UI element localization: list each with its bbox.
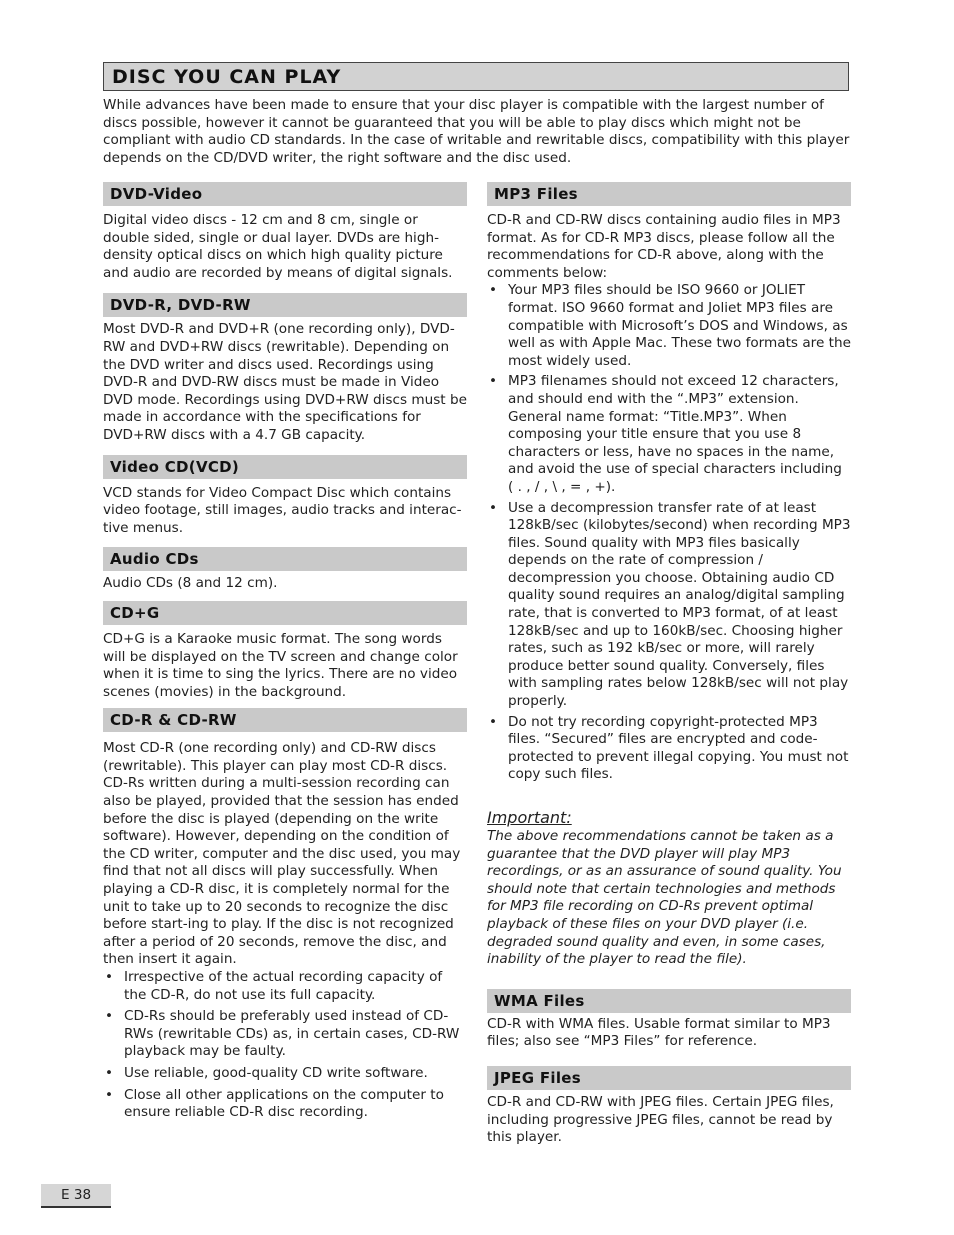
vcd-text: VCD stands for Video Compact Disc which contains video footage, still images, audio tracks and interac-tive menus. — [103, 484, 462, 536]
list-item: • Use a decompression transfer rate of at least 128kB/sec (kilobytes/second) when recording MP3 files. Sound quality with MP3 files basically depends on the rate of compression / decompression you choose. Obtaining audio CD quality sound requires an analog/digital sampling rate, that is converted to MP3 format, of at least 128kB/sec and up to 160kB/sec. Choosing higher rates, such as 192 kB/sec or more, will rarely produce better sound quality. Conversely, files with sampling rates below 128kB/sec will not play properly. — [487, 500, 851, 711]
list-item: • MP3 filenames should not exceed 12 characters, and should end with the “.MP3” extension. General name format: “Title.MP3”. When composing your title ensure that you use 8 characters or less, have no spaces in the name, and avoid the use of special characters including ( . , / , \ , = , +). — [487, 373, 851, 496]
dvd-video-heading: DVD-Video — [103, 182, 467, 206]
cdg-heading: CD+G — [103, 601, 467, 625]
important-heading: Important: — [487, 808, 572, 827]
cdg-text: CD+G is a Karaoke music format. The song words will be displayed on the TV screen and change color when it is time to sing the lyrics. There are no video scenes (movies) in the background. — [103, 630, 458, 700]
list-item: • Use reliable, good-quality CD write software. — [103, 1065, 467, 1083]
page-title: DISC YOU CAN PLAY — [103, 62, 849, 91]
list-item: • Your MP3 files should be ISO 9660 or JOLIET format. ISO 9660 format and Joliet MP3 files are compatible with Microsoft’s DOS and Windows, as well as with Apple Mac. These two formats are the most widely used. — [487, 282, 851, 370]
jpeg-text: CD-R and CD-RW with JPEG files. Certain JPEG files, including progressive JPEG files, cannot be read by this player. — [487, 1093, 834, 1146]
list-item: • CD-Rs should be preferably used instead of CD-RWs (rewritable CDs) as, in certain cases, CD-RW playback may be faulty. — [103, 1008, 467, 1061]
wma-text: CD-R with WMA files. Usable format similar to MP3 files; also see “MP3 Files” for reference. — [487, 1015, 831, 1050]
right-column — [487, 182, 851, 1147]
dvd-r-heading: DVD-R, DVD-RW — [103, 293, 467, 317]
list-item: • Do not try recording copyright-protected MP3 files. “Secured” files are encrypted and code-protected to prevent illegal copying. You must not copy such files. — [487, 714, 851, 784]
dvd-r-text: Most DVD-R and DVD+R (one recording only), DVD-RW and DVD+RW discs (rewritable). Depending on the DVD writer and discs used. Recordings using DVD-R and DVD-RW discs must be made in Video DVD mode. Recordings using DVD+RW discs must be made in accordance with the specifications for DVD+RW discs with a 4.7 GB capacity. — [103, 321, 467, 443]
dvd-video-text: Digital video discs - 12 cm and 8 cm, single or double sided, single or dual layer. DVDs are high-density optical discs on which high quality picture and audio are recorded by means of digital signals. — [103, 212, 453, 281]
wma-heading: WMA Files — [487, 989, 851, 1013]
list-item: • Close all other applications on the computer to ensure reliable CD-R disc recording. — [103, 1087, 467, 1122]
page-number: E 38 — [41, 1184, 111, 1208]
intro-paragraph: While advances have been made to ensure that your disc player is compatible with the largest number of discs possible, however it cannot be guaranteed that you will be able to play discs which might not be compliant with audio CD standards. In the case of writable and rewritable discs, compatibility with this player depends on the CD/DVD writer, the right software and the disc used. — [103, 97, 850, 166]
cdr-bullet-list — [103, 969, 467, 1122]
important-text: The above recommendations cannot be taken as a guarantee that the DVD player will play MP3 recordings, or as an assurance of sound quality. You should note that certain technologies and methods for MP3 file recording on CD-Rs prevent optimal playback of these files on your DVD player (i.e. degraded sound quality and even, in some cases, inability of the player to read the file). — [487, 828, 842, 968]
vcd-heading: Video CD(VCD) — [103, 455, 467, 479]
mp3-bullet-list — [487, 282, 851, 784]
cdr-text: Most CD-R (one recording only) and CD-RW discs (rewritable). This player can play most CD-R discs. CD-Rs written during a multi-session recording can also be played, provided that the session has ended before the disc is played (depending on the write software). However, depending on the condition of the CD writer, computer and the disc used, you may find that not all discs will play successfully. When playing a CD-R disc, it is completely normal for the unit to take up to 20 seconds to recognize the disc before start-ing to play. If the disc is not recognized after a period of 20 seconds, remove the disc, and then insert it again. — [103, 740, 461, 968]
audio-cd-heading: Audio CDs — [103, 547, 467, 571]
left-column — [103, 182, 467, 1122]
jpeg-heading: JPEG Files — [487, 1066, 851, 1090]
cdr-heading: CD-R & CD-RW — [103, 708, 467, 732]
mp3-text: CD-R and CD-RW discs containing audio files in MP3 format. As for CD-R MP3 discs, please follow all the recommendations for CD-R above, along with the comments below: — [487, 212, 841, 281]
mp3-heading: MP3 Files — [487, 182, 851, 206]
audio-cd-text: Audio CDs (8 and 12 cm). — [103, 575, 278, 592]
list-item: • Irrespective of the actual recording capacity of the CD-R, do not use its full capacity. — [103, 969, 467, 1004]
